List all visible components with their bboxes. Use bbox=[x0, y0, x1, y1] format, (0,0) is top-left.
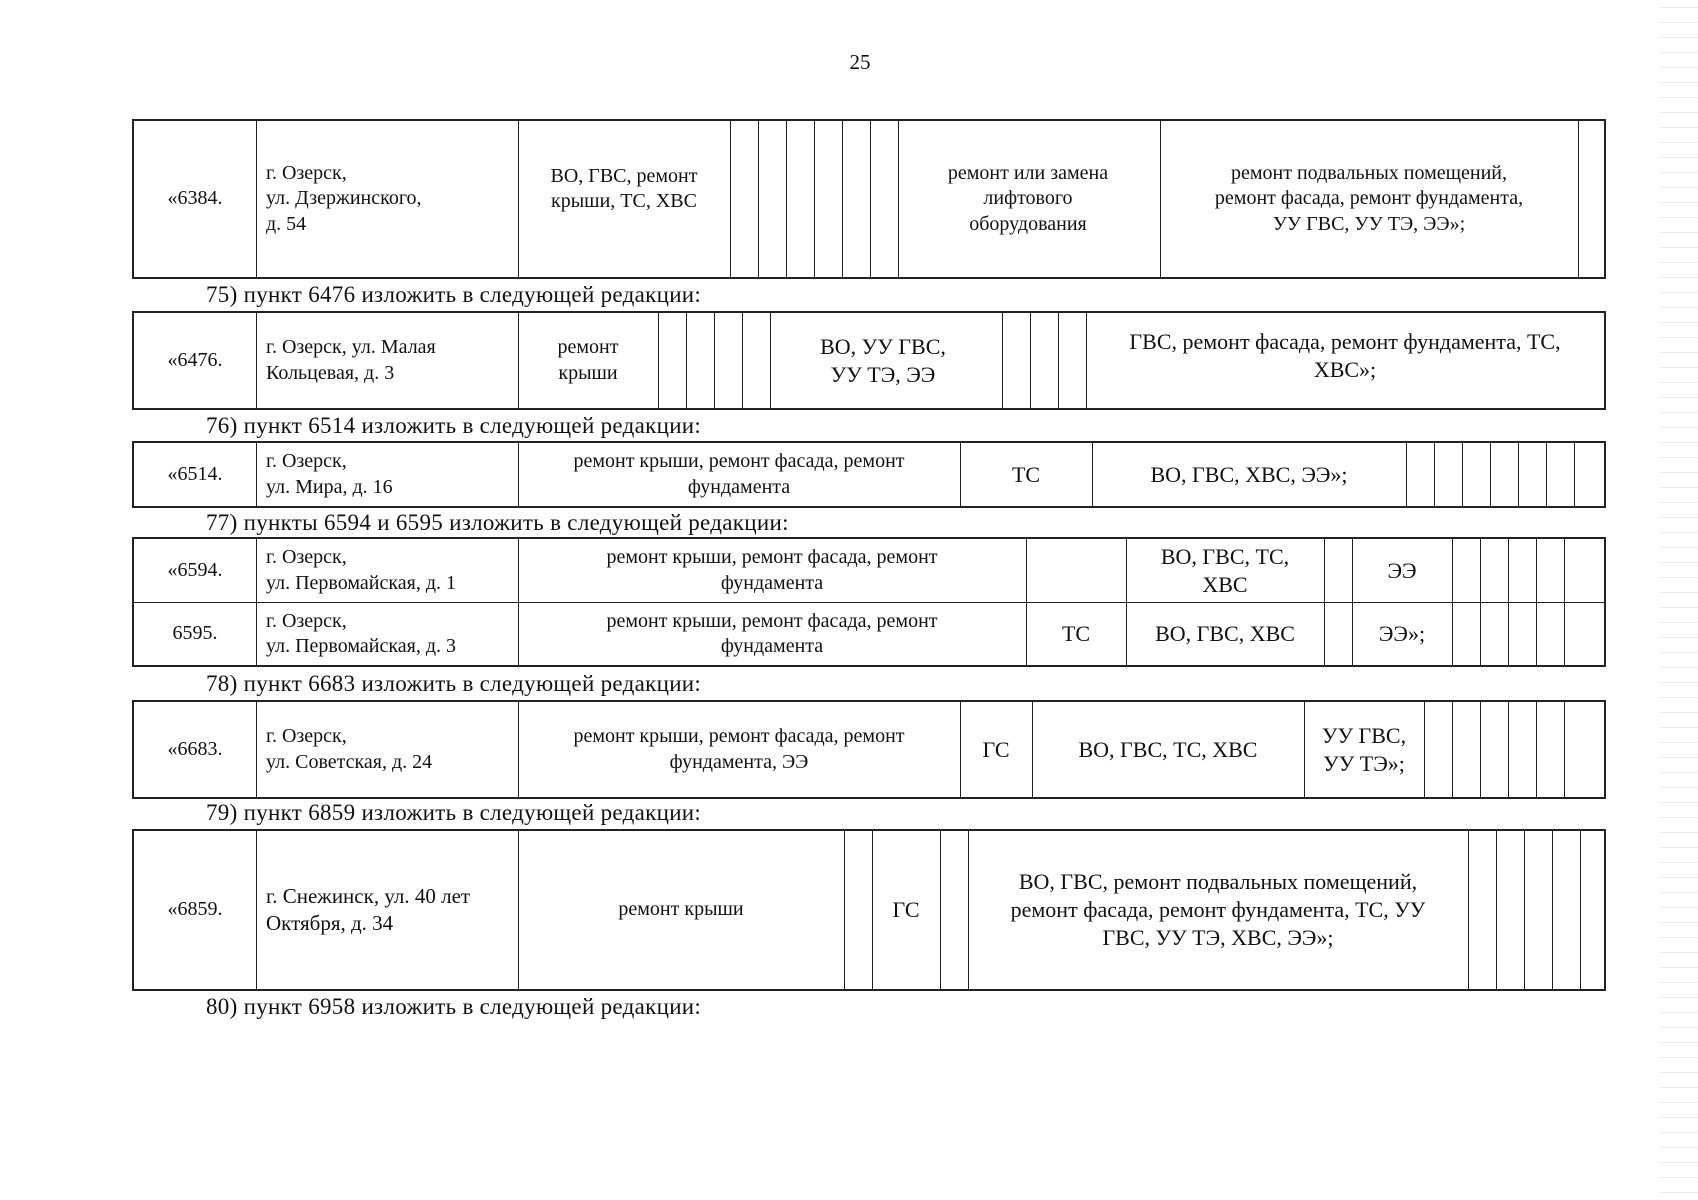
item-number: «6514. bbox=[167, 462, 223, 485]
instruction-80: 80) пункт 6958 изложить в следующей редакции: bbox=[206, 994, 702, 1019]
works-cell: ВО, ГВС, ТС, ХВС bbox=[1160, 543, 1290, 597]
works-cell: ТС bbox=[1061, 621, 1091, 647]
table-6514 bbox=[132, 441, 1606, 508]
table-6384 bbox=[132, 119, 1606, 279]
works-cell: ТС bbox=[1011, 461, 1041, 487]
item-number: 6595. bbox=[172, 622, 218, 645]
works-cell: ЭЭ bbox=[1387, 557, 1417, 583]
address-cell: г. Озерск, ул. Первомайская, д. 1 bbox=[266, 546, 456, 594]
item-number: «6594. bbox=[167, 558, 223, 581]
works-cell: ВО, ГВС, ремонт крыши, ТС, ХВС bbox=[550, 164, 698, 212]
works-cell: ГС bbox=[982, 736, 1010, 762]
table-6594-6595 bbox=[132, 537, 1606, 667]
works-cell: ремонт крыши bbox=[557, 336, 619, 384]
address-cell: г. Снежинск, ул. 40 лет Октября, д. 34 bbox=[266, 884, 471, 935]
page-number: 25 bbox=[849, 50, 871, 74]
works-cell: ремонт крыши, ремонт фасада, ремонт фундамента bbox=[606, 609, 938, 657]
works-cell: ГС bbox=[892, 897, 920, 923]
works-cell: ремонт подвальных помещений, ремонт фасада, ремонт фундамента, УУ ГВС, УУ ТЭ, ЭЭ»; bbox=[1214, 161, 1524, 235]
address-cell: г. Озерск, ул. Мира, д. 16 bbox=[266, 450, 393, 498]
works-cell: ремонт крыши, ремонт фасада, ремонт фундамента, ЭЭ bbox=[573, 725, 905, 773]
works-cell: УУ ГВС, УУ ТЭ»; bbox=[1321, 722, 1407, 776]
address-cell: г. Озерск, ул. Дзержинского, д. 54 bbox=[266, 161, 422, 235]
works-cell: ЭЭ»; bbox=[1378, 621, 1426, 647]
works-cell: ремонт крыши, ремонт фасада, ремонт фундамента bbox=[573, 450, 905, 498]
instruction-77: 77) пункты 6594 и 6595 изложить в следующей редакции: bbox=[206, 510, 789, 535]
address-cell: г. Озерск, ул. Советская, д. 24 bbox=[266, 725, 433, 773]
scan-edge-noise bbox=[1660, 0, 1698, 1200]
works-cell: ремонт крыши, ремонт фасада, ремонт фундамента bbox=[606, 546, 938, 594]
works-cell: ВО, УУ ГВС, УУ ТЭ, ЭЭ bbox=[820, 333, 946, 387]
works-cell: ремонт крыши bbox=[618, 898, 744, 921]
works-cell: ВО, ГВС, ремонт подвальных помещений, ремонт фасада, ремонт фундамента, ТС, УУ ГВС, УУ ТЭ, ХВС, ЭЭ»; bbox=[1010, 869, 1426, 950]
works-cell: ГВС, ремонт фасада, ремонт фундамента, ТС, ХВС»; bbox=[1129, 328, 1561, 382]
works-cell: ВО, ГВС, ХВС, ЭЭ»; bbox=[1150, 461, 1348, 487]
instruction-79: 79) пункт 6859 изложить в следующей редакции: bbox=[206, 800, 702, 825]
instruction-78: 78) пункт 6683 изложить в следующей редакции: bbox=[206, 671, 702, 696]
works-cell: ВО, ГВС, ХВС bbox=[1155, 621, 1295, 647]
instruction-75: 75) пункт 6476 изложить в следующей редакции: bbox=[206, 282, 702, 307]
address-cell: г. Озерск, ул. Малая Кольцевая, д. 3 bbox=[266, 336, 436, 384]
address-cell: г. Озерск, ул. Первомайская, д. 3 bbox=[266, 609, 456, 657]
table-6476 bbox=[132, 311, 1606, 410]
item-number: «6384. bbox=[167, 187, 223, 210]
works-cell bbox=[1026, 539, 1126, 602]
table-6683 bbox=[132, 700, 1606, 799]
item-number: «6859. bbox=[167, 898, 223, 921]
instruction-76: 76) пункт 6514 изложить в следующей редакции: bbox=[206, 413, 702, 438]
works-cell: ремонт или замена лифтового оборудования bbox=[947, 161, 1109, 235]
table-6859 bbox=[132, 829, 1606, 991]
item-number: «6476. bbox=[167, 348, 223, 371]
item-number: «6683. bbox=[167, 737, 223, 760]
works-cell: ВО, ГВС, ТС, ХВС bbox=[1078, 736, 1258, 762]
